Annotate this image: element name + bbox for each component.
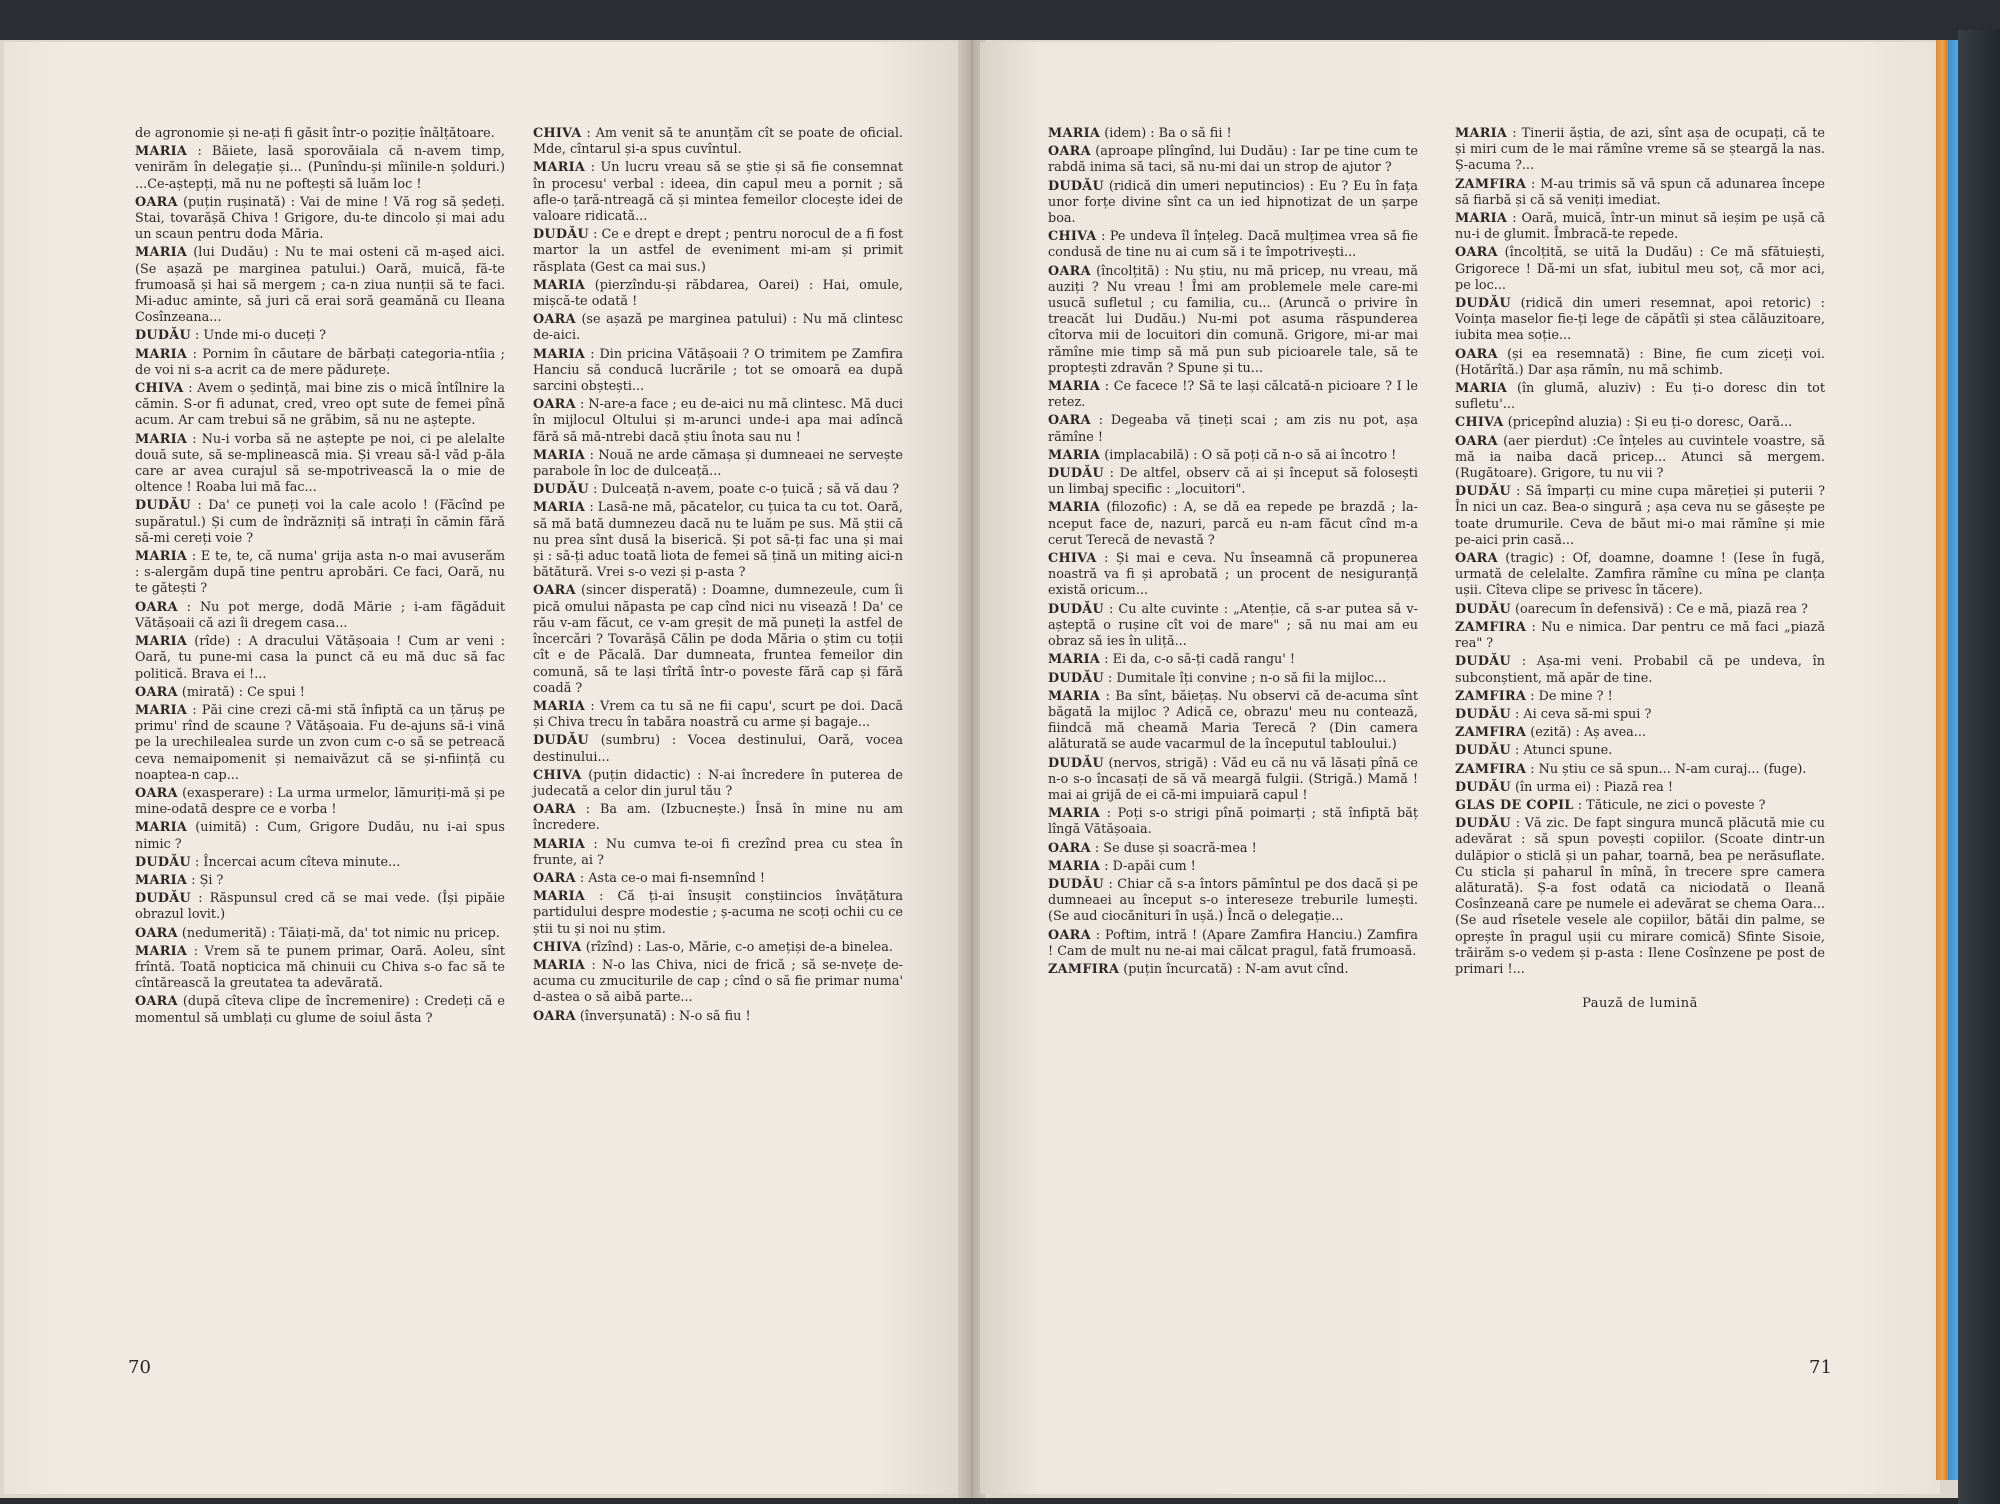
dialogue-line xyxy=(1455,347,1825,379)
dialogue-line xyxy=(1455,434,1825,483)
dialogue-text: (idem) : Ba o să fii ! xyxy=(1104,126,1232,141)
dialogue-text: (exasperare) : La urma urmelor, lămuriți-mă și pe mine-odată despre ce e vorba ! xyxy=(135,785,505,818)
dialogue-text: : Nu-i vorba să ne aștepte pe noi, ci pe alelalte două sute, să se-mplinească mia. Și vreau să-l văd p-ăla care ar avea curajul să se-mpotrivească la o mie de oltence ! Roaba lui mă fac... xyxy=(135,431,505,496)
dialogue-line xyxy=(533,482,903,498)
speaker-name: OARA xyxy=(135,925,178,941)
dialogue-line xyxy=(1455,551,1825,600)
speaker-name: ZAMFIRA xyxy=(1455,688,1527,704)
speaker-name: DUDĂU xyxy=(135,891,191,907)
dialogue-line xyxy=(135,245,505,326)
dialogue-line xyxy=(533,1009,903,1025)
dialogue-text: : Avem o ședință, mai bine zis o mică întîlnire la cămin. S-or fi adunat, cred, vreo opt sute de femei pînă acum. Ar cam trebui să ne grăbim, să nu ne aștepte. xyxy=(135,381,505,429)
dialogue-line xyxy=(1455,296,1825,345)
dialogue-text: (rîzînd) : Las-o, Mărie, c-o amețiși de-a binelea. xyxy=(585,939,893,955)
dialogue-text: : Ce facece !? Să te lași călcată-n picioare ? I le retez. xyxy=(1048,379,1418,411)
dialogue-text: : Să împarți cu mine cupa măreției și puterii ? În nici un caz. Bea-o singură ; așa ceva nu se găsește pe toate drumurile. Ceva de băut mi-o mai rămîne și mie pe-aici prin casă... xyxy=(1455,484,1825,548)
speaker-name: DUDĂU xyxy=(1048,670,1104,686)
speaker-name: OARA xyxy=(1455,551,1498,567)
dialogue-line xyxy=(1048,144,1418,176)
dialogue-line xyxy=(135,891,505,923)
dialogue-line xyxy=(1455,725,1825,741)
dialogue-text: : M-au trimis să vă spun că adunarea începe să fiarbă și că să veniți imediat. xyxy=(1455,176,1825,208)
speaker-name: DUDĂU xyxy=(1048,755,1104,771)
speaker-name: OARA xyxy=(533,802,576,818)
speaker-name: MARIA xyxy=(1048,447,1101,463)
dialogue-line xyxy=(1048,877,1418,926)
dialogue-line xyxy=(1455,381,1825,413)
dialogue-line xyxy=(1455,798,1825,814)
dialogue-line xyxy=(1455,707,1825,723)
dialogue-line xyxy=(135,873,505,889)
speaker-name: OARA xyxy=(135,684,178,700)
dialogue-line xyxy=(533,500,903,581)
dialogue-line xyxy=(1455,602,1825,618)
dialogue-line xyxy=(1455,654,1825,686)
dialogue-text: : N-are-a face ; eu de-aici nu mă clintesc. Mă duci în mijlocul Oltului și m-arunci unde-i apa mai adîncă fără să mă-ntrebi dacă știu înota sau nu ! xyxy=(533,397,903,445)
dialogue-text: : Ba am. (Izbucnește.) Însă în mine nu am încredere. xyxy=(533,802,903,834)
dialogue-text: (sumbru) : Vocea destinului, Oară, vocea destinului... xyxy=(533,733,903,765)
dialogue-text: (sincer disperată) : Doamne, dumnezeule, cum îi pică omului năpasta pe cap cînd nici nu visează ! Da' ce rău v-am făcut, ce v-am greșit de mă puneți la astfel de încercări ? Tovarășă Călin pe doda Măria o știm cu toții cît e de Păcală. Dar dumneata, fruntea femeilor din comună, să te lași tîrîtă într-o poveste fără cap și fără coadă ? xyxy=(533,583,903,696)
dialogue-text: (oarecum în defensivă) : Ce e mă, piază rea ? xyxy=(1515,601,1808,617)
text-column-3 xyxy=(1048,126,1418,980)
dialogue-text: (nervos, strigă) : Văd eu că nu vă lăsați pînă ce n-o s-o încasați de să vă meargă fulgii. (Strigă.) Mamă ! mai ai grijă de ei că-mi impuiară capul ! xyxy=(1048,755,1418,803)
dialogue-line xyxy=(533,837,903,869)
speaker-name: CHIVA xyxy=(533,939,582,955)
speaker-name: MARIA xyxy=(1048,500,1101,516)
speaker-name: DUDĂU xyxy=(135,854,191,870)
dialogue-text: : Tăticule, ne zici o poveste ? xyxy=(1577,797,1766,813)
dialogue-line xyxy=(1048,841,1418,857)
text-column-1 xyxy=(135,126,505,1029)
speaker-name: DUDĂU xyxy=(135,498,191,514)
dialogue-text: (puțin rușinată) : Vai de mine ! Vă rog să ședeți. Stai, tovarășă Chiva ! Grigore, du-te dincolo și mai adu un scaun pentru doda Măria. xyxy=(135,194,505,243)
speaker-name: CHIVA xyxy=(1455,415,1504,431)
dialogue-text: : Un lucru vreau să se știe și să fie consemnat în procesu' verbal : ideea, din capul meu a pornit ; să afle-o țară-ntreagă că și mintea femeilor clocește idei de valoare ridicată... xyxy=(533,160,903,225)
speaker-name: DUDĂU xyxy=(533,482,589,498)
dialogue-line xyxy=(1455,126,1825,175)
dialogue-line xyxy=(1048,413,1418,445)
dialogue-line xyxy=(1048,806,1418,838)
dialogue-line xyxy=(533,733,903,765)
dialogue-line xyxy=(533,768,903,800)
dialogue-line xyxy=(135,600,505,632)
speaker-name: MARIA xyxy=(533,889,586,905)
dialogue-text: (înverșunată) : N-o să fiu ! xyxy=(579,1008,751,1024)
speaker-name: MARIA xyxy=(1048,126,1101,141)
speaker-name: OARA xyxy=(135,194,178,210)
dialogue-line xyxy=(135,126,505,142)
dialogue-text: (se așază pe marginea patului) : Nu mă clintesc de-aici. xyxy=(533,312,903,344)
dialogue-line xyxy=(1048,229,1418,261)
dialogue-text: (și ea resemnată) : Bine, fie cum ziceți voi. (Hotărîtă.) Dar așa rămîn, nu mă schimb. xyxy=(1455,346,1825,378)
dialogue-line xyxy=(1455,177,1825,209)
dialogue-line xyxy=(1048,671,1418,687)
speaker-name: OARA xyxy=(1455,346,1498,362)
book-cover-edge xyxy=(1958,30,2000,1504)
dialogue-text: : Ai ceva să-mi spui ? xyxy=(1515,706,1652,722)
dialogue-text: : Așa-mi veni. Probabil că pe undeva, în subconștient, mă apăr de tine. xyxy=(1455,654,1825,686)
dialogue-line xyxy=(1048,500,1418,549)
dialogue-line xyxy=(533,940,903,956)
dialogue-text: (puțin didactic) : N-ai încredere în puterea de judecată a celor din jurul tău ? xyxy=(533,767,903,799)
dialogue-text: : Din pricina Vătășoaii ? O trimitem pe Zamfira Hanciu să conducă lucrările ; tot se omoară ea după sarcini obștești... xyxy=(533,346,903,395)
page-edge-orange xyxy=(1936,40,1948,1480)
dialogue-text: : Și ? xyxy=(191,872,224,888)
dialogue-line xyxy=(1048,602,1418,651)
speaker-name: OARA xyxy=(1048,927,1091,943)
speaker-name: OARA xyxy=(1048,840,1091,856)
speaker-name: OARA xyxy=(1455,433,1498,449)
page-number-right: 71 xyxy=(1809,1357,1832,1378)
speaker-name: MARIA xyxy=(533,500,586,516)
speaker-name: OARA xyxy=(1048,263,1091,279)
dialogue-text: (tragic) : Of, doamne, doamne ! (Iese în fugă, urmată de celelalte. Zamfira rămîne cu mîna pe clanța ușii. Cîteva clipe se privesc în tăcere). xyxy=(1455,551,1825,599)
speaker-name: OARA xyxy=(135,994,178,1010)
speaker-name: MARIA xyxy=(1048,379,1101,395)
speaker-name: DUDĂU xyxy=(1455,779,1511,795)
dialogue-line xyxy=(533,448,903,480)
dialogue-line xyxy=(1455,689,1825,705)
dialogue-text: : Băiete, lasă sporovăiala că n-avem timp, venirăm în delegație și... (Punîndu-și mîinile-n șolduri.) ...Ce-aștepți, mă nu ne poftești să luăm loc ! xyxy=(135,144,506,192)
speaker-name: DUDĂU xyxy=(533,733,589,749)
dialogue-text: (încolțită, se uită la Dudău) : Ce mă sfătuiești, Grigorece ! Dă-mi un sfat, iubitul meu soț, că mor aci, pe loc... xyxy=(1455,245,1825,293)
dialogue-line xyxy=(533,312,903,344)
dialogue-text: : Vă zic. De fapt singura muncă plăcută mie cu adevărat : să spun povești copiilor. (Scoate dintr-un dulăpior o sticlă și un pahar, toarnă, bea pe nerăsuflate. Cu sticla și paharul în mînă, în trecere spre camera alăturată). Ș-a fost odată ca niciodată o Ileană Cosînzeană care pe numele ei adevărat se chema Oara... (Se aud rîsetele vesele ale copiilor, bătăi din palme, se oprește în pragul ușii cu mirare comică) Sfinte Sisoie, trăirăm s-o vedem și p-asta : Ilene Cosînzene pe post de primari !... xyxy=(1455,816,1825,977)
dialogue-text: : Tinerii ăștia, de azi, sînt așa de ocupați, că te și miri cum de le mai rămîne vreme să se șteargă la nas. Ș-acuma ?... xyxy=(1455,126,1825,174)
dialogue-text: (ridică din umeri resemnat, apoi retoric) : Voința maselor fie-ți lege de căpătîi și stea călăuzitoare, iubita mea soție... xyxy=(1455,296,1825,344)
speaker-name: DUDĂU xyxy=(1048,466,1104,482)
dialogue-line xyxy=(1455,780,1825,796)
dialogue-text: : Am venit să te anunțăm cît se poate de oficial. Mde, cîntarul și-a spus cuvîntul. xyxy=(533,126,903,158)
dialogue-line xyxy=(135,685,505,701)
speaker-name: CHIVA xyxy=(533,126,582,141)
dialogue-line xyxy=(1048,179,1418,228)
speaker-name: MARIA xyxy=(533,447,586,463)
dialogue-line xyxy=(135,144,505,193)
speaker-name: ZAMFIRA xyxy=(1455,176,1527,192)
dialogue-line xyxy=(533,347,903,396)
dialogue-text: (încolțită) : Nu știu, nu mă pricep, nu vreau, mă auziți ? Nu vreau ! Îmi am problemele mele care-mi usucă sufletul ; cu familia, cu... (Aruncă o privire în treacăt lui Dudău.) Nu-mi pot asuma răspunderea cîtorva mii de locuitori din comună. Grigore, mi-ar mai rămîne mie timp să mă pun sub picioarele tale, să te proptești zdravăn ? Spune și tu... xyxy=(1048,263,1418,376)
dialogue-text: : Nu pot merge, dodă Mărie ; i-am făgăduit Vătășoaii că azi îi dregem casa... xyxy=(135,599,505,631)
speaker-name: MARIA xyxy=(1455,381,1508,397)
dialogue-text: (ezită) : Aș avea... xyxy=(1530,725,1647,741)
dialogue-text: : Chiar că s-a întors pămîntul pe dos dacă și pe dumneaei au început s-o intereseze treburile lumești. (Se aud ciocănituri în ușă.) Încă o delegație... xyxy=(1048,876,1418,925)
dialogue-text: : Vrem să te punem primar, Oară. Aoleu, sînt frîntă. Toată nopticica mă chinuii cu Chiva s-o fac să te cîntărească la greutatea ta adevărată. xyxy=(135,943,505,992)
dialogue-text: : Pe undeva îl înțeleg. Dacă mulțimea vrea să fie condusă de tine nu ai cum să i te împotrivești... xyxy=(1048,229,1418,261)
dialogue-line xyxy=(1048,859,1418,875)
speaker-name: MARIA xyxy=(1048,806,1101,822)
speaker-name: CHIVA xyxy=(1048,551,1097,567)
dialogue-text: : D-apăi cum ! xyxy=(1104,858,1196,874)
column-4-paragraphs xyxy=(1455,126,1825,978)
dialogue-text: : N-o las Chiva, nici de frică ; să se-nvețe de-acuma cu zmuciturile de cap ; cînd o să fie primar numa' d-astea o să aibă parte... xyxy=(533,957,903,1006)
speaker-name: DUDĂU xyxy=(1455,484,1511,500)
speaker-name: MARIA xyxy=(1455,126,1508,141)
dialogue-text: : Ba sînt, băiețaș. Nu observi că de-acuma sînt băgată la mijloc ? Adică ce, obrazu' meu nu contează, fiindcă mă cheamă Maria Terecă ? (Din camera alăturată se aude vacarmul de la începutul tabloului.) xyxy=(1048,688,1418,753)
speaker-name: OARA xyxy=(533,1008,576,1024)
speaker-name: OARA xyxy=(533,397,576,413)
dialogue-text: : Lasă-ne mă, păcatelor, cu țuica ta cu tot. Oară, să mă bată dumnezeu dacă nu te luăm pe sus. Mă știi că nu prea sînt dusă la biserică. Și pot să-ți fac una și mai și : să-ți aduc toată liota de femei să țină un miting aici-n bătătură. Vrei s-o vezi și p-asta ? xyxy=(533,500,903,581)
pause-label: Pauză de lumină xyxy=(1582,996,1698,1012)
dialogue-text: : Că ți-ai însușit conștiincios învățătura partidului despre modestie ; ș-acuma ne scoți ochii cu ce știi tu și noi nu știm. xyxy=(533,889,903,937)
speaker-name: ZAMFIRA xyxy=(1048,961,1120,977)
dialogue-text: : Unde mi-o duceți ? xyxy=(195,328,326,344)
speaker-name: OARA xyxy=(533,583,576,599)
dialogue-text: : De mine ? ! xyxy=(1530,688,1613,704)
dialogue-text: : Dulceață n-avem, poate c-o țuică ; să vă dau ? xyxy=(593,482,899,498)
dialogue-line xyxy=(1048,652,1418,668)
dialogue-text: (pricepînd aluzia) : Și eu ți-o doresc, Oară... xyxy=(1507,415,1793,431)
page-edge-blue xyxy=(1948,40,1958,1480)
dialogue-line xyxy=(1455,484,1825,549)
dialogue-line xyxy=(533,583,903,696)
dialogue-text: : Asta ce-o mai fi-nsemnînd ! xyxy=(579,870,766,886)
dialogue-line xyxy=(1048,448,1418,464)
dialogue-text: : Atunci spune. xyxy=(1515,743,1613,759)
dialogue-text: : Oară, muică, într-un minut să ieșim pe ușă că nu-i de glumit. Îmbracă-te repede. xyxy=(1455,211,1825,243)
dialogue-line xyxy=(1048,466,1418,498)
dialogue-text: (mirată) : Ce spui ! xyxy=(181,684,305,700)
dialogue-line xyxy=(1048,379,1418,411)
speaker-name: DUDĂU xyxy=(1048,876,1104,892)
dialogue-text: : Nu cumva te-oi fi crezînd prea cu stea în frunte, ai ? xyxy=(533,836,903,868)
dialogue-text: : Încercai acum cîteva minute... xyxy=(195,854,401,870)
speaker-name: MARIA xyxy=(1455,211,1508,227)
dialogue-line xyxy=(1455,743,1825,759)
dialogue-line xyxy=(135,381,505,430)
speaker-name: MARIA xyxy=(135,144,188,160)
speaker-name: ZAMFIRA xyxy=(1455,619,1527,635)
speaker-name: MARIA xyxy=(135,702,188,718)
speaker-name: MARIA xyxy=(135,872,188,888)
dialogue-text: (nedumerită) : Tăiați-mă, da' tot nimic nu pricep. xyxy=(181,925,500,941)
speaker-name: MARIA xyxy=(135,820,188,836)
dialogue-text: (rîde) : A dracului Vătășoaia ! Cum ar veni : Oară, tu pune-mi casa la punct că eu mă duc să fac politică. Brava ei !... xyxy=(135,634,505,682)
speaker-name: DUDĂU xyxy=(1455,706,1511,722)
dialogue-line xyxy=(1455,762,1825,778)
dialogue-text: : Cu alte cuvinte : „Atenție, că s-ar putea să v-așteptă o rușine cît voi de mare" ; să nu mai am eu obraz să ies în uliță... xyxy=(1048,601,1418,650)
dialogue-text: (uimită) : Cum, Grigore Dudău, nu i-ai spus nimic ? xyxy=(135,820,505,852)
dialogue-text: (în glumă, aluziv) : Eu ți-o doresc din tot sufletu'... xyxy=(1455,381,1825,413)
speaker-name: OARA xyxy=(533,312,576,328)
dialogue-line xyxy=(533,397,903,446)
dialogue-line xyxy=(1455,816,1825,978)
dialogue-line xyxy=(135,432,505,497)
text-column-4 xyxy=(1455,126,1825,1012)
dialogue-text: de agronomie și ne-ați fi găsit într-o poziție înălțătoare. xyxy=(135,126,495,141)
dialogue-text: (după cîteva clipe de încremenire) : Credeți că e momentul să umblați cu glume de soiul ăsta ? xyxy=(135,994,505,1026)
speaker-name: GLAS DE COPIL xyxy=(1455,797,1574,813)
dialogue-line xyxy=(1455,415,1825,431)
dialogue-line xyxy=(1455,620,1825,652)
text-column-2 xyxy=(533,126,903,1027)
speaker-name: DUDĂU xyxy=(1455,743,1511,759)
dialogue-line xyxy=(533,278,903,310)
dialogue-line xyxy=(533,699,903,731)
dialogue-line xyxy=(135,994,505,1026)
speaker-name: DUDĂU xyxy=(533,227,589,243)
dialogue-text: (implacabilă) : O să poți că n-o să ai încotro ! xyxy=(1104,447,1397,463)
dialogue-text: (aer pierdut) :Ce înțeles au cuvintele voastre, să mă ia naiba dacă pricep... Atunci să mergem. (Rugătoare). Grigore, tu nu vii ? xyxy=(1455,433,1825,482)
dialogue-text: : Dumitale îți convine ; n-o să fii la mijloc... xyxy=(1108,670,1387,686)
speaker-name: CHIVA xyxy=(1048,229,1097,245)
speaker-name: MARIA xyxy=(533,160,586,176)
speaker-name: OARA xyxy=(135,785,178,801)
speaker-name: MARIA xyxy=(135,245,188,261)
dialogue-line xyxy=(135,549,505,598)
dialogue-line xyxy=(135,195,505,244)
dialogue-text: : Vrem ca tu să ne fii capu', scurt pe doi. Dacă și Chiva trecu în tabăra noastră cu arme și bagaje... xyxy=(533,698,903,731)
speaker-name: MARIA xyxy=(1048,688,1101,704)
dialogue-line xyxy=(135,347,505,379)
speaker-name: ZAMFIRA xyxy=(1455,761,1527,777)
dialogue-text: : Păi cine crezi că-mi stă înfiptă ca un țăruș pe primu' rînd de scaune ? Vătășoaia. Fu de-ajuns să-i vină pe la urechilealea surde un zvon cum c-o să se petreacă ceva nemaipomenit și nemaivăzut că se și-nființă cu noaptea-n cap... xyxy=(135,702,505,783)
speaker-name: OARA xyxy=(533,870,576,886)
speaker-name: MARIA xyxy=(135,346,188,362)
dialogue-line xyxy=(533,227,903,276)
dialogue-text: : Da' ce puneți voi la cale acolo ! (Făcînd pe supăratul.) Și cum de îndrăzniți să intrați în cămin fără să-mi cereți voie ? xyxy=(135,498,505,546)
speaker-name: CHIVA xyxy=(135,381,184,397)
speaker-name: MARIA xyxy=(135,634,188,650)
dialogue-text: (pierzîndu-și răbdarea, Oarei) : Hai, omule, mișcă-te odată ! xyxy=(533,277,903,310)
dialogue-text: : Răspunsul cred că se mai vede. (Își pipăie obrazul lovit.) xyxy=(135,891,505,923)
dialogue-line xyxy=(1048,126,1418,142)
speaker-name: DUDĂU xyxy=(1455,296,1511,312)
dialogue-line xyxy=(1048,551,1418,600)
dialogue-line xyxy=(135,703,505,784)
dialogue-line xyxy=(1048,689,1418,754)
speaker-name: OARA xyxy=(135,599,178,615)
speaker-name: DUDĂU xyxy=(1048,178,1104,194)
dialogue-line xyxy=(135,634,505,683)
dialogue-line xyxy=(1048,756,1418,805)
dialogue-text: : Ei da, c-o să-ți cadă rangu' ! xyxy=(1104,652,1295,668)
dialogue-line xyxy=(135,498,505,547)
dialogue-text: (aproape plîngînd, lui Dudău) : Iar pe tine cum te rabdă inima să taci, să nu-mi dai un strop de ajutor ? xyxy=(1048,144,1418,176)
speaker-name: DUDĂU xyxy=(1455,654,1511,670)
dialogue-line xyxy=(1048,962,1418,978)
dialogue-text: (ridică din umeri neputincios) : Eu ? Eu în fața unor forțe divine sînt ca un ied hipnotizat de un șarpe boa. xyxy=(1048,178,1418,227)
speaker-name: MARIA xyxy=(533,957,586,973)
dialogue-line xyxy=(1455,245,1825,294)
speaker-name: MARIA xyxy=(533,346,586,362)
speaker-name: MARIA xyxy=(135,943,188,959)
dialogue-line xyxy=(1455,211,1825,243)
dialogue-line xyxy=(1048,928,1418,960)
dialogue-text: : Poftim, intră ! (Apare Zamfira Hanciu.) Zamfira ! Cam de mult nu ne-ai mai călcat pragul, fată frumoasă. xyxy=(1048,927,1418,959)
dialogue-text: : Poți s-o strigi pînă poimarți ; stă înfiptă băț lîngă Vătășoaia. xyxy=(1048,806,1418,838)
speaker-name: DUDĂU xyxy=(1048,601,1104,617)
dialogue-text: : Pornim în căutare de bărbați categoria-ntîia ; de voi ni s-a acrit ca de mere pădurețe. xyxy=(135,346,505,378)
speaker-name: DUDĂU xyxy=(1455,816,1511,832)
dialogue-text: : Se duse și soacră-mea ! xyxy=(1094,840,1257,856)
speaker-name: MARIA xyxy=(533,277,586,293)
dialogue-text: : Ce e drept e drept ; pentru norocul de a fi fost martor la un astfel de eveniment mi-am și primit răsplata (Gest ca mai sus.) xyxy=(533,227,903,275)
speaker-name: MARIA xyxy=(533,836,586,852)
speaker-name: MARIA xyxy=(1048,858,1101,874)
dialogue-text: (lui Dudău) : Nu te mai osteni că m-așed aici. (Se așază pe marginea patului.) Oară, muică, fă-te frumoasă și hai să mergem ; ca-n ziua nunții să te faci. Mi-aduc aminte, să juri că erai soră geamănă cu Ileana Cosînzeana... xyxy=(135,245,506,326)
dialogue-line xyxy=(533,871,903,887)
speaker-name: MARIA xyxy=(1048,652,1101,668)
dialogue-line xyxy=(533,126,903,158)
dialogue-text: : Nu știu ce să spun... N-am curaj... (fuge). xyxy=(1530,761,1807,777)
dialogue-text: : E te, te, că numa' grija asta n-o mai avuserăm : s-alergăm după tine pentru aprobări. Ce faci, Oară, nu te gătești ? xyxy=(135,549,505,597)
dialogue-text: : De altfel, observ că ai și început să folosești un limbaj specific : „locuitori". xyxy=(1048,466,1418,498)
page-number-left: 70 xyxy=(128,1357,151,1378)
speaker-name: MARIA xyxy=(533,698,586,714)
dialogue-line xyxy=(135,328,505,344)
speaker-name: OARA xyxy=(1048,413,1091,429)
speaker-name: CHIVA xyxy=(533,767,582,783)
dialogue-line xyxy=(1048,264,1418,377)
dialogue-text: : Nouă ne arde cămașa și dumneaei ne servește parabole în loc de dulceață... xyxy=(533,447,903,480)
speaker-name: MARIA xyxy=(135,431,188,447)
dialogue-text: (puțin încurcată) : N-am avut cînd. xyxy=(1123,961,1349,977)
dialogue-line xyxy=(135,944,505,993)
dialogue-line xyxy=(533,802,903,834)
dialogue-line xyxy=(533,958,903,1007)
speaker-name: DUDĂU xyxy=(135,328,191,344)
speaker-name: DUDĂU xyxy=(1455,601,1511,617)
dialogue-text: : Și mai e ceva. Nu înseamnă că propunerea noastră va fi și aprobată ; un procent de nesiguranță există oricum... xyxy=(1048,551,1418,599)
dialogue-line xyxy=(533,889,903,938)
dialogue-line xyxy=(135,820,505,852)
dialogue-line xyxy=(135,855,505,871)
speaker-name: OARA xyxy=(1455,245,1498,261)
dialogue-text: (filozofic) : A, se dă ea repede pe brazdă ; la-nceput face de, nazuri, parcă eu n-am făcut cînd m-a cerut Terecă de nevastă ? xyxy=(1048,500,1418,548)
dialogue-text: : Degeaba vă țineți scai ; am zis nu pot, așa rămîne ! xyxy=(1048,413,1418,445)
dialogue-line xyxy=(135,926,505,942)
dialogue-text: (în urma ei) : Piază rea ! xyxy=(1515,779,1674,795)
speaker-name: ZAMFIRA xyxy=(1455,725,1527,741)
speaker-name: MARIA xyxy=(135,549,188,565)
speaker-name: OARA xyxy=(1048,144,1091,160)
dialogue-text: : Nu e nimica. Dar pentru ce mă faci „piază rea" ? xyxy=(1455,619,1825,652)
dialogue-line xyxy=(533,160,903,225)
dialogue-line xyxy=(135,786,505,818)
